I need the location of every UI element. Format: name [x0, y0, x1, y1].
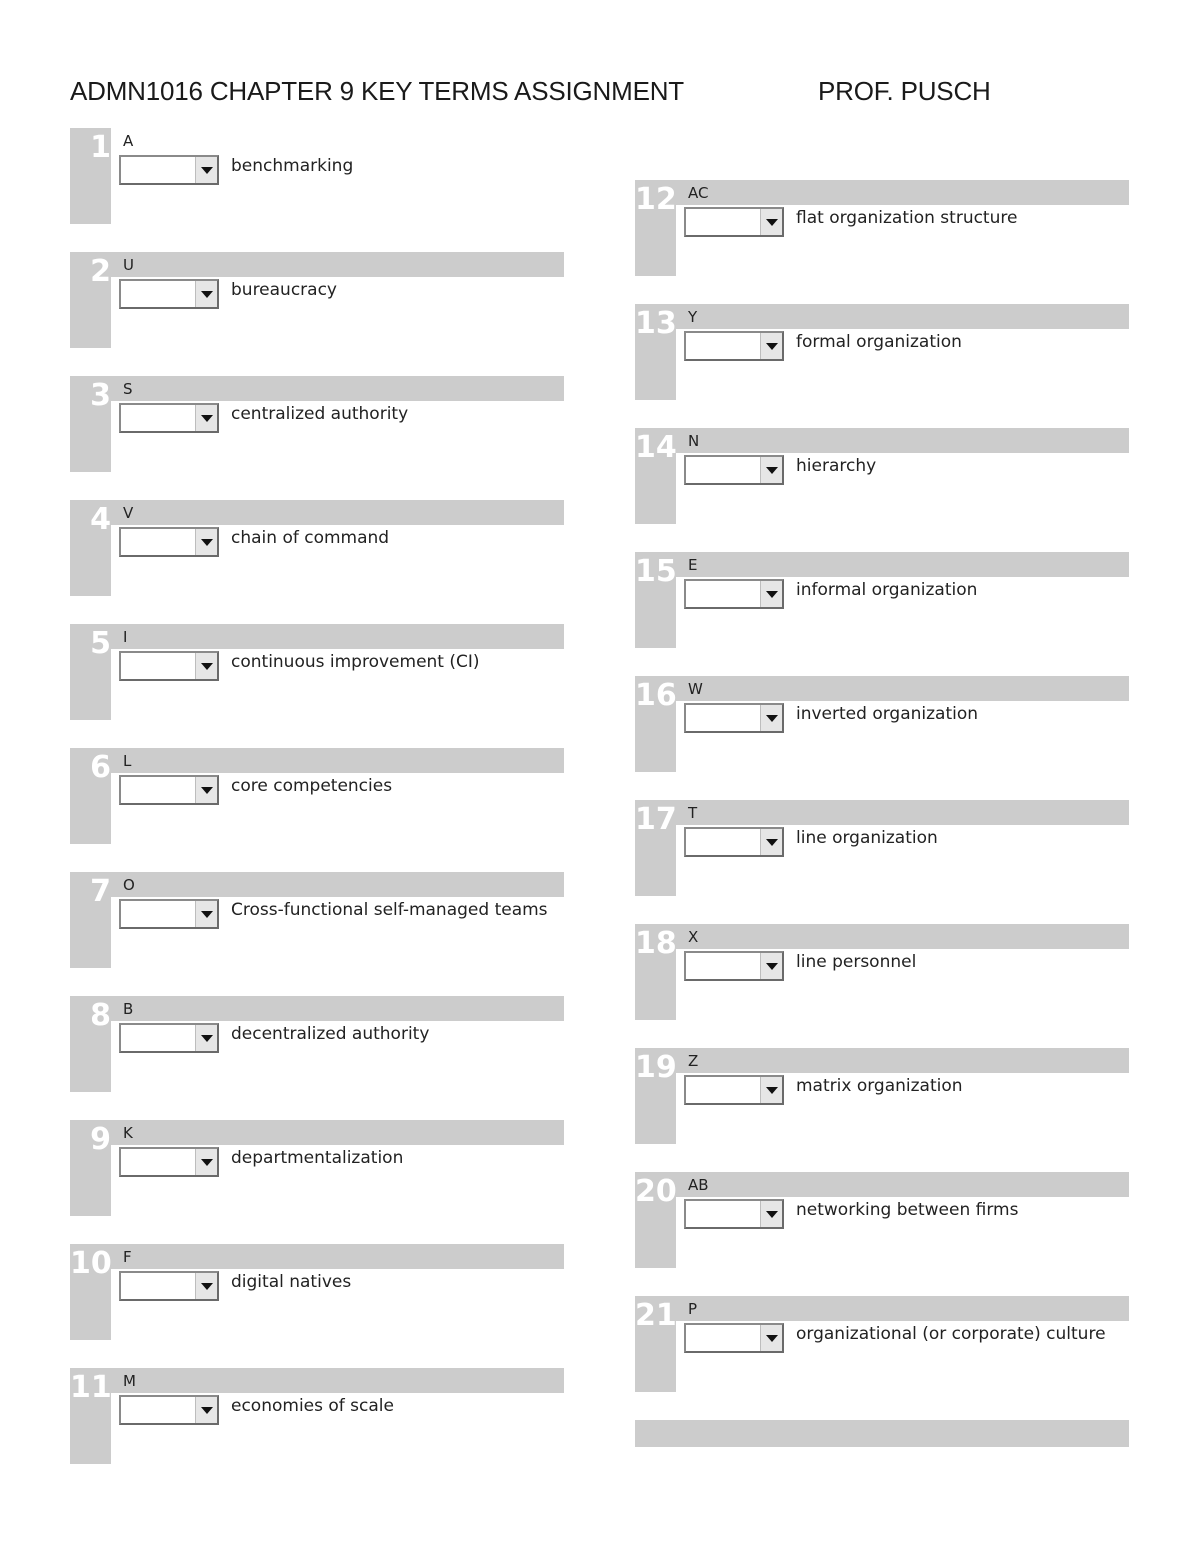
chevron-down-icon[interactable] — [195, 901, 217, 927]
answer-letter: AC — [688, 184, 709, 202]
question-item — [70, 252, 564, 348]
question-number: 6 — [90, 750, 111, 785]
question-number: 7 — [90, 874, 111, 909]
key-term: line personnel — [796, 952, 917, 972]
key-term: bureaucracy — [231, 280, 337, 300]
question-number: 19 — [635, 1050, 677, 1085]
chevron-down-icon[interactable] — [195, 1149, 217, 1175]
chevron-down-icon[interactable] — [195, 529, 217, 555]
professor-name: PROF. PUSCH — [818, 76, 991, 106]
answer-letter: U — [123, 256, 134, 274]
answer-dropdown[interactable] — [684, 1075, 784, 1105]
answer-dropdown[interactable] — [119, 527, 219, 557]
chevron-down-icon[interactable] — [195, 777, 217, 803]
question-item — [635, 1048, 1129, 1144]
chevron-down-icon[interactable] — [760, 705, 782, 731]
key-term: hierarchy — [796, 456, 877, 476]
chevron-down-icon[interactable] — [760, 333, 782, 359]
question-item — [70, 624, 564, 720]
answer-letter: P — [688, 1300, 698, 1318]
question-item — [635, 800, 1129, 896]
question-item — [635, 552, 1129, 648]
question-item — [635, 304, 1129, 400]
chevron-down-icon[interactable] — [195, 1025, 217, 1051]
chevron-down-icon[interactable] — [760, 829, 782, 855]
answer-dropdown[interactable] — [684, 951, 784, 981]
key-term: inverted organization — [796, 704, 979, 724]
answer-dropdown[interactable] — [684, 207, 784, 237]
question-item — [70, 1120, 564, 1216]
answer-letter: N — [688, 432, 700, 450]
separator-bar — [635, 800, 1129, 825]
separator-bar — [70, 748, 564, 773]
chevron-down-icon[interactable] — [195, 157, 217, 183]
separator-bar — [70, 624, 564, 649]
page-title: ADMN1016 CHAPTER 9 KEY TERMS ASSIGNMENT — [70, 76, 684, 106]
chevron-down-icon[interactable] — [195, 1273, 217, 1299]
key-term: line organization — [796, 828, 938, 848]
chevron-down-icon[interactable] — [195, 405, 217, 431]
question-item — [70, 748, 564, 844]
answer-dropdown[interactable] — [119, 1023, 219, 1053]
question-number: 14 — [635, 430, 677, 465]
question-number: 13 — [635, 306, 677, 341]
separator-bar — [70, 872, 564, 897]
question-number: 3 — [90, 378, 111, 413]
answer-letter: K — [123, 1124, 133, 1142]
key-term: decentralized authority — [231, 1024, 430, 1044]
separator-bar — [635, 552, 1129, 577]
separator-bar — [635, 428, 1129, 453]
answer-letter: A — [123, 132, 134, 150]
question-number: 11 — [70, 1370, 112, 1405]
key-term: organizational (or corporate) culture — [796, 1324, 1106, 1344]
key-term: informal organization — [796, 580, 978, 600]
answer-letter: L — [123, 752, 132, 770]
key-term: economies of scale — [231, 1396, 394, 1416]
answer-dropdown[interactable] — [684, 579, 784, 609]
key-term: flat organization structure — [796, 208, 1018, 228]
question-item — [70, 128, 564, 224]
answer-letter: W — [688, 680, 703, 698]
key-term: benchmarking — [231, 156, 354, 176]
key-term: centralized authority — [231, 404, 409, 424]
key-term: matrix organization — [796, 1076, 963, 1096]
question-number: 9 — [90, 1122, 111, 1157]
answer-letter: S — [123, 380, 133, 398]
separator-bar — [635, 1048, 1129, 1073]
question-number: 10 — [70, 1246, 112, 1281]
chevron-down-icon[interactable] — [195, 1397, 217, 1423]
answer-letter: T — [688, 804, 698, 822]
chevron-down-icon[interactable] — [760, 1201, 782, 1227]
answer-dropdown[interactable] — [684, 455, 784, 485]
answer-dropdown[interactable] — [119, 1271, 219, 1301]
answer-letter: AB — [688, 1176, 709, 1194]
question-item — [635, 1172, 1129, 1268]
question-number: 21 — [635, 1298, 677, 1333]
separator-bar — [70, 500, 564, 525]
separator-bar — [635, 924, 1129, 949]
chevron-down-icon[interactable] — [760, 581, 782, 607]
question-number: 18 — [635, 926, 677, 961]
answer-dropdown[interactable] — [684, 1323, 784, 1353]
answer-letter: I — [123, 628, 128, 646]
chevron-down-icon[interactable] — [760, 1077, 782, 1103]
key-term: chain of command — [231, 528, 390, 548]
separator-bar — [635, 1296, 1129, 1321]
question-item — [635, 1296, 1129, 1392]
answer-letter: Y — [688, 308, 698, 326]
answer-dropdown[interactable] — [684, 1199, 784, 1229]
answer-dropdown[interactable] — [119, 899, 219, 929]
answer-dropdown[interactable] — [119, 155, 219, 185]
separator-bar — [635, 676, 1129, 701]
answer-letter: M — [123, 1372, 136, 1390]
key-term: digital natives — [231, 1272, 352, 1292]
key-term: continuous improvement (CI) — [231, 652, 480, 672]
answer-letter: E — [688, 556, 698, 574]
question-item — [635, 180, 1129, 276]
question-number: 1 — [90, 130, 111, 165]
chevron-down-icon[interactable] — [195, 281, 217, 307]
question-number: 12 — [635, 182, 677, 217]
answer-dropdown[interactable] — [119, 279, 219, 309]
question-number: 16 — [635, 678, 677, 713]
separator-bar — [635, 304, 1129, 329]
separator-bar — [70, 252, 564, 277]
chevron-down-icon[interactable] — [195, 653, 217, 679]
key-term: formal organization — [796, 332, 962, 352]
answer-letter: V — [123, 504, 134, 522]
answer-dropdown[interactable] — [119, 403, 219, 433]
answer-letter: F — [123, 1248, 132, 1266]
key-term: core competencies — [231, 776, 393, 796]
key-term: networking between firms — [796, 1200, 1019, 1220]
question-item — [70, 1368, 564, 1464]
chevron-down-icon[interactable] — [760, 1325, 782, 1351]
answer-dropdown[interactable] — [119, 1147, 219, 1177]
answer-letter: Z — [688, 1052, 699, 1070]
separator-bar — [70, 1120, 564, 1145]
answer-letter: B — [123, 1000, 134, 1018]
question-item — [635, 676, 1129, 772]
separator-bar — [70, 376, 564, 401]
separator-bar — [70, 1368, 564, 1393]
question-number: 20 — [635, 1174, 677, 1209]
question-item — [70, 996, 564, 1092]
question-item — [635, 924, 1129, 1020]
answer-letter: O — [123, 876, 135, 894]
question-number: 2 — [90, 254, 111, 289]
chevron-down-icon[interactable] — [760, 209, 782, 235]
separator-bar — [70, 1244, 564, 1269]
separator-bar — [70, 996, 564, 1021]
answer-dropdown[interactable] — [684, 827, 784, 857]
question-item — [70, 1244, 564, 1340]
question-number: 8 — [90, 998, 111, 1033]
separator-bar — [635, 180, 1129, 205]
answer-dropdown[interactable] — [684, 703, 784, 733]
question-number: 15 — [635, 554, 677, 589]
answer-dropdown[interactable] — [119, 775, 219, 805]
question-item — [70, 872, 564, 968]
answer-dropdown[interactable] — [119, 1395, 219, 1425]
question-number: 17 — [635, 802, 677, 837]
separator-bar — [635, 1420, 1129, 1447]
question-number: 4 — [90, 502, 111, 537]
key-term: departmentalization — [231, 1148, 404, 1168]
answer-dropdown[interactable] — [684, 331, 784, 361]
chevron-down-icon[interactable] — [760, 457, 782, 483]
answer-dropdown[interactable] — [119, 651, 219, 681]
answer-letter: X — [688, 928, 699, 946]
chevron-down-icon[interactable] — [760, 953, 782, 979]
question-item — [70, 500, 564, 596]
key-term: Cross-functional self-managed teams — [231, 900, 548, 920]
question-item — [70, 376, 564, 472]
question-number: 5 — [90, 626, 111, 661]
question-item — [635, 428, 1129, 524]
separator-bar — [635, 1172, 1129, 1197]
